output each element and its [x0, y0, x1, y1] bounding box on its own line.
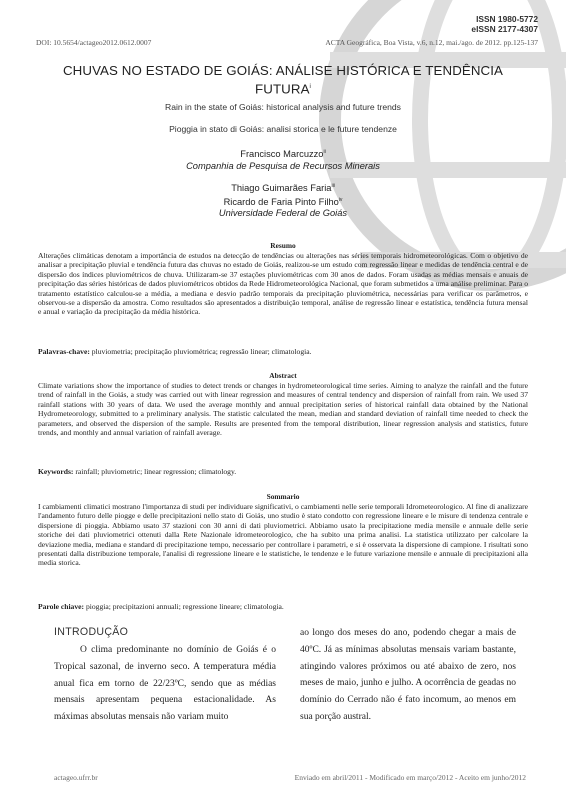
subtitle-english: Rain in the state of Goiás: historical analysis and future trends: [165, 102, 401, 112]
sommario-keywords: Parole chiave: pioggia; precipitazioni annuali; regressione lineare; climatologia.: [38, 602, 284, 611]
footer-site: actageo.ufrr.br: [54, 773, 98, 782]
doi: DOI: 10.5654/actageo2012.0612.0007: [36, 38, 152, 47]
abstract-keywords: Keywords: rainfall; pluviometric; linear regression; climatology.: [38, 467, 237, 476]
journal-citation: ACTA Geográfica, Boa Vista, v.6, n.12, mai./ago. de 2012. pp.125-137: [325, 38, 538, 47]
sommario-heading: Sommario: [266, 492, 300, 501]
running-header: [36, 38, 538, 47]
footer-dates: Enviado em abril/2011 - Modificado em março/2012 - Aceito em junho/2012: [294, 773, 526, 782]
resumo-text: Alterações climáticas denotam a importância de estudos na detecção de tendências ou alterações nas séries temporais hidrometeorológicas. Com o objetivo de analisar a precipitação pluvial e tendência futura das chuvas no estado de Goiás, realizou-se um estudo com regressão linear e medidas de tendência central e de dispersão dos índices pluviométricos de chuva. Utilizaram-se 37 estações pluviométricas com 30 anos de dados. Foram usadas as médias mensais e anuais de precipitação das séries históricas de dados pluviométricos obtidos da Rede Hidrometeorológica Nacional, que foram submetidos a uma análise preliminar. Para o tratamento estatístico calculou-se a média, a mediana e desvio padrão temporais da precipitação pluviométrica, necessárias para verificar os parâmetros, e observou-se a dispersão da amostra. Como resultados são apresentados a distribuição temporal, análise de regressão linear e estatística, tendência futura mensal e anual e variação da precipitação da média histórica.: [38, 251, 528, 317]
institution: Universidade Federal de Goiás: [218, 208, 348, 219]
institution: Companhia de Pesquisa de Recursos Minerais: [186, 160, 380, 171]
resumo-keywords: Palavras-chave: pluviometria; precipitação pluviométrica; regressão linear; climatologia.: [38, 347, 312, 356]
author-name: Francisco Marcuzzo: [240, 149, 324, 160]
author-block-2: Thiago Guimarães Faria$^{iii}$ Ricardo de Faria Pinto Filho$^{iv}$ Universidade Federal de Goiás: [40, 181, 526, 220]
author-block-1: Francisco Marcuzzo$^{ii}$ Companhia de Pesquisa de Recursos Minerais: [40, 147, 526, 172]
resumo-heading: Resumo: [270, 241, 296, 250]
abstract-text: Climate variations show the importance of studies to detect trends or changes in hydrometeorological time series. Aiming to analyze the rainfall and the future trend of rainfall in the Goiás, a study was carried out with linear regression and measures of central tendency and dispersion of rainfall from rain. We used 37 rainfall stations with 30 years of data. We used the average monthly and annual precipitation series of historical rainfall data obtained by the National Hydrometeorology, submitted to a preliminary analysis. The statistic calculated the mean, median and standard deviation of rainfall time needed to check the parameters, and observed the dispersion of the sample. Results are presented from the temporal distribution, linear regression analysis and statistics, future trends, and monthly and annual variation of rainfall average.: [38, 381, 528, 438]
sommario-text: I cambiamenti climatici mostrano l'importanza di studi per individuare significativi, o cambiamenti nelle serie temporali Idrometeorologico. Al fine di analizzare l'andamento futuro delle piogge e delle precipitazioni nello stato di Goiás, uno studio è stato condotto con regressione lineare e le misure di tendenza centrale e dispersione di pioggia. Abbiamo usato 37 stazioni con 30 anni di dati pluviometrici. Abbiamo usato la precipitazione media mensile e annuale delle serie storiche dei dati pluviometrici ottenuti dalla Rete Nazionale idrometeorologico, che ha subito una prima analisi. La statistica utilizzato per calcolare la deviazione media, mediana e standard di precipitazione tempo, necessario per controllare i parametri, e si è osservata la dispersione di campione. I risultati sono presentati dalla distribuzione temporale, l'analisi di regressione lineare e le statistiche, le tendenze e le future variazione mensile e annuale di precipitazioni alla media storica.: [38, 502, 528, 568]
paper-title: CHUVAS NO ESTADO DE GOIÁS: ANÁLISE HISTÓRICA E TENDÊNCIA FUTURA$^i$: [62, 63, 504, 97]
issn-block: [471, 14, 538, 34]
introduction-heading: INTRODUÇÃO: [54, 626, 129, 638]
abstract-heading: Abstract: [269, 371, 297, 380]
title-footnote-mark: i: [309, 84, 311, 90]
eissn: eISSN 2177-4307: [471, 24, 538, 34]
author-name: Ricardo de Faria Pinto Filho: [223, 196, 339, 207]
author-name: Thiago Guimarães Faria: [231, 183, 332, 194]
introduction-column-2: ao longo dos meses do ano, podendo chegar a mais de 40ºC. Já as mínimas absolutas mensais variam bastante, atingindo valores próximos ou até abaixo de zero, nos meses de maio, junho e julho. A ocorrência de geadas no domínio do Cerrado não é fato incomum, ao menos em sua porção austral.: [300, 628, 516, 722]
subtitle-italian: Pioggia in stato di Goiás: analisi storica e le future tendenze: [169, 124, 397, 134]
introduction-column-1: O clima predominante no domínio de Goiás é o Tropical sazonal, de inverno seco. A temperatura média anual fica em torno de 22/23ºC, sendo que as médias mensais apresentam pequena estacionalidade. As máximas absolutas mensais não variam muito: [54, 645, 276, 723]
issn: ISSN 1980-5772: [476, 14, 538, 24]
